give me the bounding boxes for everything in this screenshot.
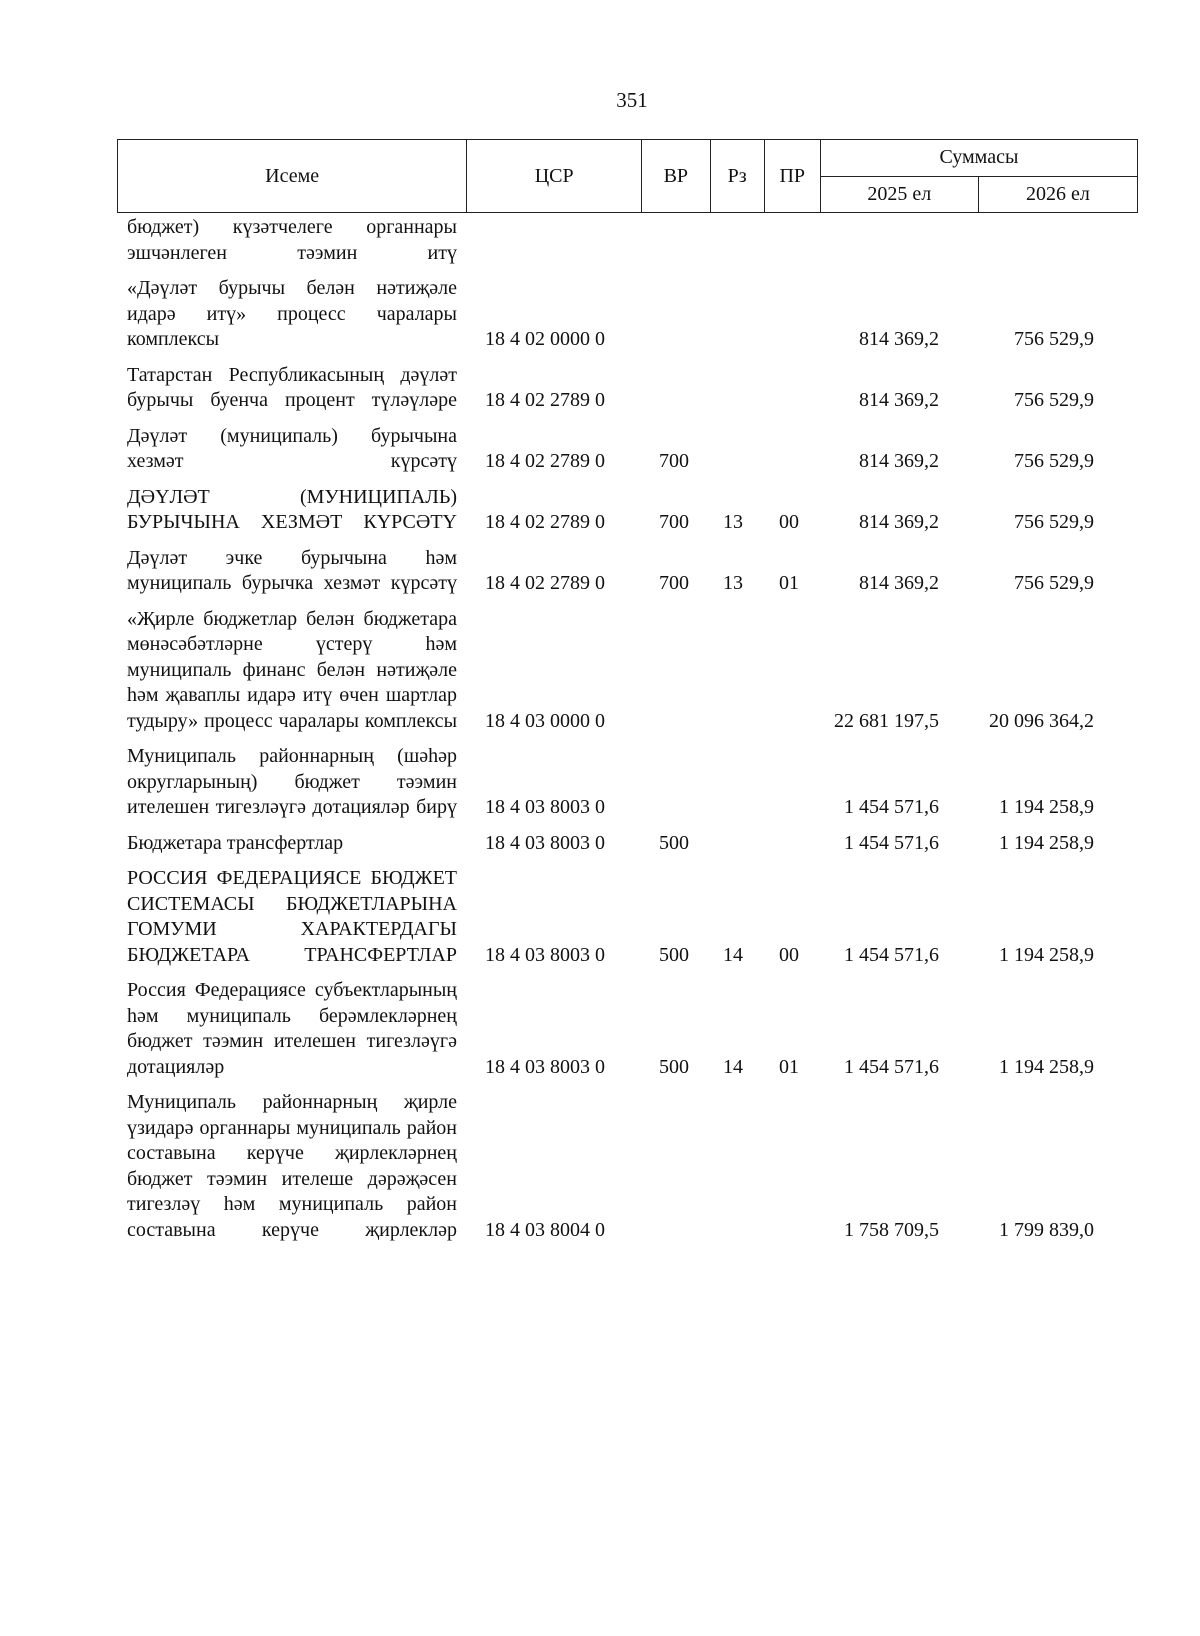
sum-2025: 814 369,2 (859, 511, 939, 533)
row-name: Россия Федерациясе субъектларының һәм муниципаль берәмлекләрнең бюджет тәэмин ителешен тигезләүгә дотацияләр (127, 979, 457, 1078)
csr-code: 18 4 03 8003 0 (485, 943, 605, 966)
row-name: Муниципаль районнарның (шәһәр округларының) бюджет тәэмин ителешен тигезләүгә дотацияләр бирү (127, 745, 457, 818)
vr-code: 500 (659, 943, 689, 966)
table-row (127, 363, 1094, 414)
csr-code: 18 4 02 2789 0 (485, 572, 605, 594)
sum-2025: 1 454 571,6 (844, 796, 939, 818)
sum-2025: 1 454 571,6 (844, 831, 939, 854)
rz-code: 14 (723, 943, 743, 966)
sum-2025: 814 369,2 (859, 450, 939, 472)
row-name: «Җирле бюджетлар белән бюджетара мөнәсәбәтләрне үстерү һәм муниципаль финанс белән нәтиҗәле һәм җаваплы идарә итү өчен шартлар тудыру» процесс чаралары комплексы (127, 607, 457, 732)
rz-code: 13 (723, 511, 743, 533)
row-name: «Дәүләт бурычы белән нәтиҗәле идарә итү» процесс чаралары комплексы (127, 277, 457, 350)
header-2026: 2026 ел (978, 176, 1137, 213)
sum-2025: 814 369,2 (859, 389, 939, 411)
vr-code: 700 (659, 572, 689, 594)
rz-code: 13 (723, 572, 743, 594)
sum-2025: 1 454 571,6 (844, 943, 939, 966)
sum-2026: 1 194 258,9 (999, 796, 1094, 818)
table-row (127, 607, 1094, 735)
header-sums: Суммасы (820, 140, 1137, 177)
page-number: 351 (616, 88, 648, 112)
table-row (127, 831, 1094, 857)
table-row (127, 485, 1094, 536)
row-name: Татарстан Республикасының дәүләт бурычы буенча процент түләүләре (127, 363, 457, 411)
sum-2026: 756 529,9 (1014, 572, 1094, 594)
sum-2026: 756 529,9 (1014, 389, 1094, 411)
header-vr: ВР (642, 140, 711, 213)
table-row (127, 215, 457, 266)
sum-2026: 1 194 258,9 (999, 943, 1094, 966)
row-name: Дәүләт эчке бурычына һәм муниципаль бурычка хезмәт күрсәтү (127, 546, 457, 594)
sum-2025: 1 758 709,5 (844, 1218, 939, 1241)
sum-2025: 814 369,2 (859, 328, 939, 350)
table-body (127, 215, 1094, 1253)
sum-2026: 1 194 258,9 (999, 831, 1094, 854)
csr-code: 18 4 02 2789 0 (485, 511, 605, 533)
sum-2025: 1 454 571,6 (844, 1055, 939, 1078)
sum-2026: 20 096 364,2 (989, 709, 1094, 732)
table-row (127, 866, 1094, 968)
row-name: РОССИЯ ФЕДЕРАЦИЯСЕ БЮДЖЕТ СИСТЕМАСЫ БЮДЖЕТЛАРЫНА ГОМУМИ ХАРАКТЕРДАГЫ БЮДЖЕТАРА ТРАНСФЕРТЛАР (127, 867, 457, 966)
table-row (127, 978, 1094, 1080)
table-row (127, 744, 1094, 821)
sum-2026: 1 194 258,9 (999, 1055, 1094, 1078)
table-row (127, 1090, 1094, 1243)
header-name: Исеме (118, 140, 467, 213)
sum-2025: 22 681 197,5 (834, 709, 939, 732)
sum-2025: 814 369,2 (859, 572, 939, 594)
header-rz: Рз (710, 140, 764, 213)
csr-code: 18 4 03 8003 0 (485, 831, 605, 854)
sum-2026: 756 529,9 (1014, 450, 1094, 472)
csr-code: 18 4 02 0000 0 (485, 328, 605, 350)
rz-code: 14 (723, 1055, 743, 1078)
vr-code: 500 (659, 1055, 689, 1078)
table-header (117, 139, 1138, 213)
header-pr: ПР (764, 140, 820, 213)
pr-code: 01 (779, 1055, 799, 1078)
csr-code: 18 4 03 8004 0 (485, 1218, 605, 1241)
sum-2026: 756 529,9 (1014, 328, 1094, 350)
row-name: Муниципаль районнарның җирле үзидарә органнары муниципаль район составына керүче җирлекләрнең бюджет тәэмин ителеше дәрәҗәсен тигезләү һәм муниципаль район составына керүче җирлекләр (127, 1091, 457, 1241)
sum-2026: 1 799 839,0 (999, 1218, 1094, 1241)
pr-code: 00 (779, 943, 799, 966)
row-name: ДӘҮЛӘТ (МУНИЦИПАЛЬ) БУРЫЧЫНА ХЕЗМӘТ КҮРСӘТҮ (127, 485, 457, 533)
vr-code: 500 (659, 831, 689, 854)
table-row (127, 546, 1094, 597)
csr-code: 18 4 03 8003 0 (485, 796, 605, 818)
header-2025: 2025 ел (820, 176, 978, 213)
row-name: Бюджетара трансфертлар (127, 831, 344, 854)
vr-code: 700 (659, 450, 689, 472)
header-csr: ЦСР (467, 140, 642, 213)
pr-code: 00 (779, 511, 799, 533)
table-row (127, 276, 1094, 353)
csr-code: 18 4 02 2789 0 (485, 389, 605, 411)
table-row (127, 424, 1094, 475)
csr-code: 18 4 02 2789 0 (485, 450, 605, 472)
csr-code: 18 4 03 0000 0 (485, 709, 605, 732)
csr-code: 18 4 03 8003 0 (485, 1055, 605, 1078)
row-name: бюджет) күзәтчелеге органнары эшчәнлеген тәэмин итү (127, 216, 457, 264)
pr-code: 01 (779, 572, 799, 594)
vr-code: 700 (659, 511, 689, 533)
sum-2026: 756 529,9 (1014, 511, 1094, 533)
row-name: Дәүләт (муниципаль) бурычына хезмәт күрсәтү (127, 424, 457, 472)
